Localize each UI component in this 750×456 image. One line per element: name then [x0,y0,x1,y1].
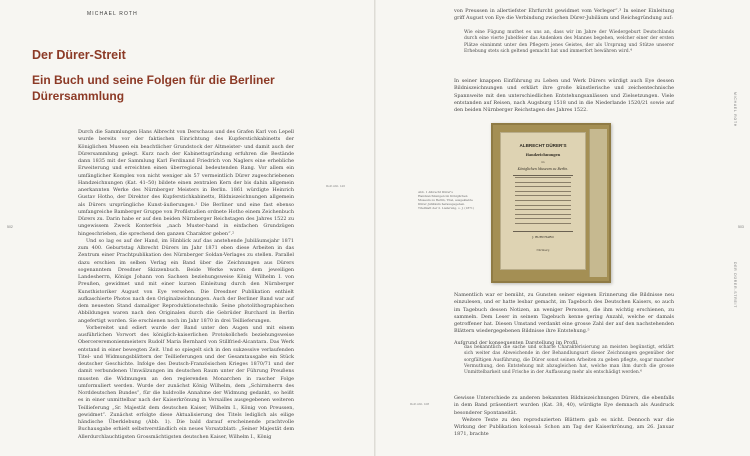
body-text-right-top [454,78,674,114]
paragraph: Durch die Sammlungen Hans Albrecht von Derschaus und des Grafen Karl von Lepell wurde bereits vor der faktischen Einrichtung des Kupferstichkabinetts der Königlichen Museen ein beachtlicher Grundstock der Altmeister- und damit auch der Dürersammlung gelegt. Kurz nach der Kabinettsgründung erfuhren die Bestände dann 1835 mit der Sammlung Karl Ferdinand Friedrich von Naglers eine erhebliche Erweiterung und erreichten einen überregional bedeutenden Rang. Vor allem ein umfänglicher Komplex von nicht weniger als 57 vermeintlich Dürer zugeschriebenen Handzeichnungen (Kat. 41–50) bildete einen zentralen Kern der bis dahin allgemein anerkannten Werke des Nürnberger Meisters in Berlin. 1861 würdigte Heinrich Gustav Hotho, der Direktor des Kupferstichkabinetts, Bildniszeichnungen allgemein als Dürers ursprüngliche Kunst-äußerungen.¹ Die Berliner und eine fast ebenso umfangreiche Bamberger Gruppe von Profilstudien ordnete Hotho einem Zeichenbuch Dürers zu. Darin habe er auf den beiden Nürnberger Reichstagen des Jahres 1522 zu ungewissem Zweck Konterfeis „nach Muster-hand in einfachen Grundzügen hingeschrieben, die sprechend den ganzen Charakter geben“.² [78,129,294,237]
booklet-line: im [541,161,545,164]
paragraph: von Preussen in allertiefster Ehrfurcht gewidmet vom Verleger“.³ In seiner Einleitung griff August von Eye die Verbindung zwischen Dürer-Jubiläum und Reichsgründung auf: [454,8,674,22]
margin-reference-left: Roth Abb. 120 [326,184,346,188]
paragraph: Weitere Texte zu den reproduzierten Blättern gab es nicht. Dennoch war die Wirkung der Publikation kolossal: Schon am Tag der Kaiserkrönung, am 26. Januar 1871, brachte [454,416,674,438]
booklet-back-sheet [589,129,607,277]
booklet-museum: Königlichen Museum zu Berlin. [517,167,569,171]
page-number-left: 502 [7,225,13,229]
body-text-right-middle [454,292,674,347]
body-text-right-bottom [454,395,674,439]
side-running-head: MICHAEL ROTH [733,92,737,128]
chapter-title: Der Dürer-Streit [32,48,126,62]
booklet-title: ALBRECHT DÜRER'S [519,143,567,148]
margin-reference-right: Roth Abb. 108 [410,402,430,406]
booklet-publisher: J. BURCHARD [532,235,554,239]
figure-title-page-image [491,123,611,283]
intro-text [454,8,674,23]
block-quote-2: das bekanntlich die sache und scharfe Charakterisierung an meisten begünstigt, erklärt sich weiter das Abweichende in der Behandlungsart dieser Zeichnungen gegenüber der sorgfältigen Ausführung, die Dürer sonst seinen Arbeiten zu geben pflegte, sogar mancher Vermuthung, den Entstehung mit abzugleichen hat, welche man ihm durch die grosse Unmittelbarkeit und Frische in der Auffassung mehr als entschädigt werden.⁶ [464,345,674,376]
paragraph: Namentlich war er bemüht, zu Gunsten seiner eigenen Erinnerung die Bildnisse neu einzulesen, und er hatte lesbar gemacht, im Tagebuch des Deutschen Kaisers, so auch im Tagebuch dessen Notizen, an weniger Personen, die ihm wichtig erschienen, zu sammeln. Dem Leser in seinem Tagebuch kenne gering Anzahl, welche er damals getroffener hat. Diesen Umstand verdankt eine grosse Zahl der auf den nachstehenden Blättern wiedergegebenen Bildnisse ihre Entstehung.⁵ [454,292,674,335]
booklet-rule [513,175,573,176]
paragraph: In seiner knappen Einführung zu Leben und Werk Dürers würdigt auch Eye dessen Bildniszeichnungen und erklärt ihre große künstlerische und zeichentechnische Spannweite mit den unterschiedlichen Entstehungsanlässen und Zielsetzungen. Viele entstanden auf Reisen, nach Augsburg 1518 und in die Niederlande 1520/21 sowie auf den beiden Nürnberger Reichstagen des Jahres 1522. [454,78,674,113]
booklet-subtitle: Handzeichnungen [525,153,561,157]
left-page [0,0,374,456]
figure-caption: Abb. 1 Albrecht Dürer's Handzeichnungen im Königlichen Museum zu Berlin, Titel, ausgeklebte Dürer-Jubiläum herausgegeben. Titelblatt der 2. Lieferung, o. J. (1871) [418,190,474,210]
right-page [376,0,750,456]
body-text-left [78,129,294,441]
running-head: MICHAEL ROTH [87,11,138,17]
page-number-right: 503 [738,225,744,229]
booklet-cover [501,133,585,269]
booklet-place: Nürnberg [536,249,550,252]
chapter-subtitle: Ein Buch und seine Folgen für die Berliner Dürersammlung [32,73,275,103]
booklet-text-lines [515,177,571,228]
paragraph: Und so lag es auf der Hand, im Hinblick auf das anstehende Jubiläumsjahr 1871 zum 400. Geburtstag Albrecht Dürers im Jahr 1871 eben diese Arbeiten in das Zentrum einer Prachtpublikation des Nürnberger Soldan-Verlages zu stellen. Parallel dazu erschien im selben Verlag ein Band über die Zeichnungen aus Dürers sogenanntem Dresdner Skizzenbuch. Beide Werke waren dem jeweiligen Landesherrn, Königs Johann von Sachsen beziehungsweise König Wilhelm I. von Preußen, gewidmet und mit einer kurzen Einleitung durch den Nürnberger Kunsthistoriker August von Eye versehen. Die Dresdner Publikation enthielt aufkaschierte Photos nach den Originalzeichnungen. Auch der Berliner Band war auf dem neuesten Stand damaliger Reproduktionstechnik: Seine photolithographischen Abbildungen waren nach den Originalen durch die Gebrüder Burchard in Berlin angefertigt worden. Sie erschienen noch im Jahr 1870 in drei Teillieferungen. [78,237,294,324]
block-quote: Wie eine Fügung muthet es uns an, dass wir im Jahre der Wiedergeburt Deutschlands durch eine vierte Jubelfeier das Andenken des Mannes begehen, welcher einer der ersten Plätze einnimmt unter den Pflegern jenes Geistes, der als Ursprung und Stütze unserer Erhebung stets sich geltend gemacht hat und immerfort bewähren wird.⁴ [464,30,674,54]
paragraph: Aufgrund der konsequenten Darstellung im Profil, [454,339,579,346]
paragraph: Gewisse Unterschiede zu anderen bekannten Bildniszeichnungen Dürers, die ebenfalls in dem Band präsentiert wurden (Kat. 38, 40), würdigte Eye demnach als Ausdruck besonderer Spontaneität. [454,395,674,416]
paragraph: Vorbereitet und ediert wurde der Band unter den Augen und mit einem ausführlichen Vorwort des königlich-kaiserlichen Protokollchefs beziehungsweise Obercereremonienmeisters Rudolf Maria Bernhard von Stillfried-Alcantara. Das Werk entstand in einer bewegten Zeit. Und so spiegelt sich in den sukzessive verlaufenden Titel- und Widmungsblättern der Teillieferungen und der Gesamtausgabe ein Stück deutscher Geschichte. Infolge des Deutsch-Französischen Krieges 1870/71 und der damit verbundenen Umwälzungen im deutschen Raum unter der Führung Preußens mussten die Widmungen an den regierenden Monarchen in rascher Folge umformuliert werden. Wurde der zunächst König Wilhelm, dem „Schirmherrn des Norddeutschen Bundes“, für die huldvolle Annahme der Widmung gedankt, so heißt es in einer unmittelbar nach der Kaiserkrönung in Versailles ausgegebenen weiteren Teillieferung „Sr. Majestät dem deutschen Kaiser, Wilhelm I., König von Preussen, gewidmet“. Zunächst erfolgte diese Aktualisierung des Titels lediglich als eilige händische Überklebung (Abb. 1). Die bald darauf erscheinende prachtvolle Buchausgabe erhielt selbstverständlich ein neues Vorsatzblatt: „Seiner Majestät dem Allerdurchlauchtigsten Grossmächtigsten deutschen Kaiser, Wilhelm I., König [78,324,294,440]
side-section-label: DER DÜRER-STREIT [733,262,737,309]
booklet-rule [513,231,573,232]
